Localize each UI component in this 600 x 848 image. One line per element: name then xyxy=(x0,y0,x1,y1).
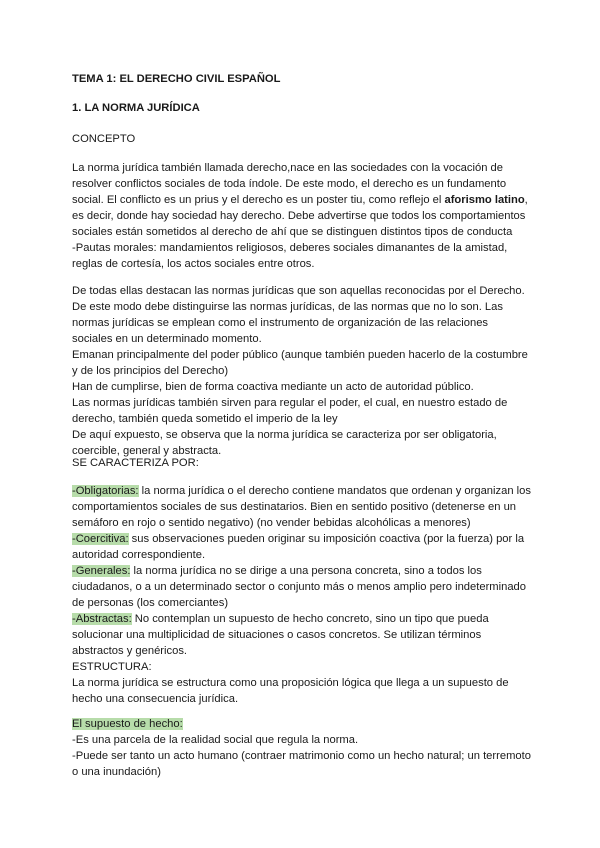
highlighted-label: -Obligatorias: xyxy=(72,485,139,497)
paragraph-line xyxy=(72,563,482,579)
paragraph-line: derecho, también queda sometido el imperio de la ley xyxy=(72,413,338,425)
highlighted-label: -Coercitiva: xyxy=(72,533,129,545)
paragraph-line: solucionar una multiplicidad de situaciones o casos concretos. Se utilizan términos xyxy=(72,629,482,641)
text-span: social. El conflicto es un prius y el derecho es un poster tiu, como reflejo el xyxy=(72,194,445,206)
paragraph-line: es decir, donde hay sociedad hay derecho. Debe advertirse que todos los comportamientos xyxy=(72,210,526,222)
paragraph-line: sociales en un determinado momento. xyxy=(72,333,262,345)
estructura-heading: ESTRUCTURA: xyxy=(72,661,152,673)
paragraph-line: sociales están sometidos al derecho de ahí que se distinguen distintos tipos de conducta xyxy=(72,226,513,238)
highlighted-label: -Abstractas: xyxy=(72,613,132,625)
paragraph-line: semáforo en rojo o sentido negativo) (no vender bebidas alcohólicas a menores) xyxy=(72,517,471,529)
paragraph-line xyxy=(72,611,489,627)
paragraph-line: Emanan principalmente del poder público (aunque también pueden hacerlo de la costumbre xyxy=(72,349,528,361)
paragraph-line: -Puede ser tanto un acto humano (contraer matrimonio como un hecho natural; un terremoto xyxy=(72,750,531,762)
paragraph-line xyxy=(72,483,531,499)
paragraph-line: hecho una consecuencia jurídica. xyxy=(72,693,239,705)
concepto-heading: CONCEPTO xyxy=(72,133,136,145)
highlighted-label: -Generales: xyxy=(72,565,131,577)
paragraph-line: De este modo debe distinguirse las normas jurídicas, de las normas que no lo son. Las xyxy=(72,301,503,313)
paragraph-line: autoridad correspondiente. xyxy=(72,549,206,561)
paragraph-line xyxy=(72,531,524,547)
paragraph-line xyxy=(72,192,528,208)
paragraph-line: ciudadanos, o a un determinado sector o conjunto más o menos amplio pero indeterminado xyxy=(72,581,526,593)
text-span: la norma jurídica o el derecho contiene mandatos que ordenan y organizan los xyxy=(138,485,531,497)
paragraph-line: coercible, general y abstracta. xyxy=(72,445,222,457)
supuesto-heading xyxy=(72,716,183,732)
paragraph-line: Las normas jurídicas también sirven para regular el poder, el cual, en nuestro estado de xyxy=(72,397,508,409)
paragraph-line: comportamientos sociales de sus destinatarios. Bien en sentido positivo (detenerse en un xyxy=(72,501,517,513)
paragraph-line: y de los principios del Derecho) xyxy=(72,365,229,377)
text-span: No contemplan un supuesto de hecho concreto, sino un tipo que pueda xyxy=(131,613,489,625)
section-heading: 1. LA NORMA JURÍDICA xyxy=(72,102,200,114)
text-span: sus observaciones pueden originar su imposición coactiva (por la fuerza) por la xyxy=(128,533,525,545)
paragraph-line: La norma jurídica se estructura como una proposición lógica que llega a un supuesto de xyxy=(72,677,509,689)
caracteriza-heading: SE CARACTERIZA POR: xyxy=(72,457,199,469)
paragraph-line: La norma jurídica también llamada derecho,nace en las sociedades con la vocación de xyxy=(72,162,503,174)
paragraph-line: normas jurídicas se emplean como el instrumento de organización de las relaciones xyxy=(72,317,489,329)
paragraph-line: Han de cumplirse, bien de forma coactiva mediante un acto de autoridad público. xyxy=(72,381,474,393)
paragraph-line: -Es una parcela de la realidad social que regula la norma. xyxy=(72,734,359,746)
paragraph-line: De todas ellas destacan las normas jurídicas que son aquellas reconocidas por el Derecho. xyxy=(72,285,525,297)
highlighted-label: El supuesto de hecho: xyxy=(72,718,183,730)
paragraph-line: reglas de cortesía, los actos sociales entre otros. xyxy=(72,258,315,270)
paragraph-line: -Pautas morales: mandamientos religiosos, deberes sociales dimanantes de la amistad, xyxy=(72,242,508,254)
paragraph-line: resolver conflictos sociales de toda índole. De este modo, el derecho es un fundamento xyxy=(72,178,507,190)
document-title: TEMA 1: EL DERECHO CIVIL ESPAÑOL xyxy=(72,73,281,85)
paragraph-line: De aquí expuesto, se observa que la norma jurídica se caracteriza por ser obligatoria, xyxy=(72,429,497,441)
bold-term: aforismo latino xyxy=(444,194,525,206)
paragraph-line: o una inundación) xyxy=(72,766,161,778)
paragraph-line: de personas (los comerciantes) xyxy=(72,597,229,609)
paragraph-line: abstractos y genéricos. xyxy=(72,645,188,657)
text-span: , xyxy=(524,194,528,206)
text-span: la norma jurídica no se dirige a una persona concreta, sino a todos los xyxy=(130,565,482,577)
